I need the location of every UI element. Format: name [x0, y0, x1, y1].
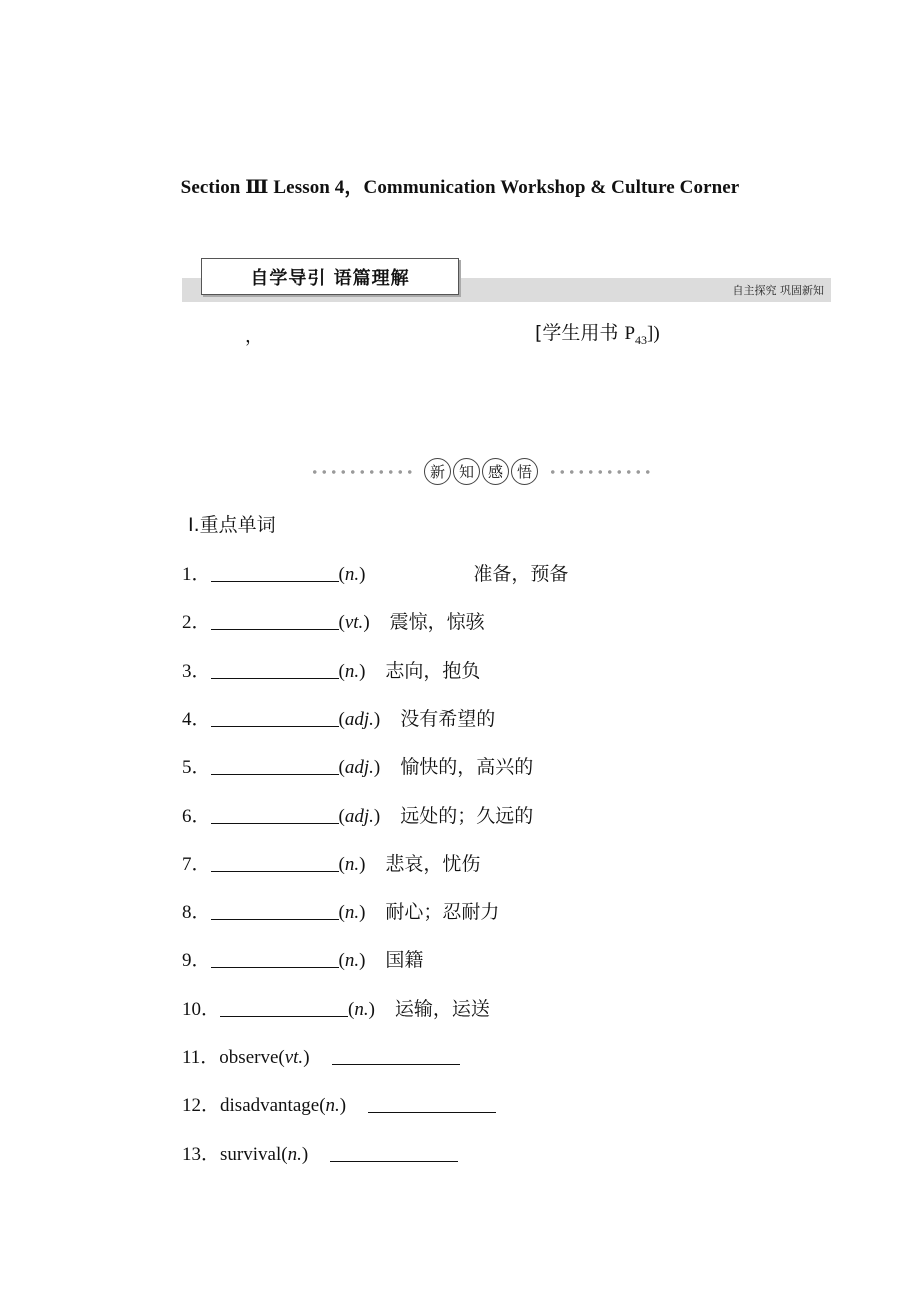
chinese-meaning: 震惊，惊骇 [389, 611, 485, 634]
chinese-meaning: 没有希望的 [400, 707, 496, 730]
answer-blank[interactable] [211, 611, 339, 630]
vocab-item [182, 897, 499, 924]
part-of-speech: (n.) [338, 853, 366, 875]
section-badge [424, 458, 538, 485]
answer-blank[interactable] [211, 805, 339, 824]
answer-blank[interactable] [211, 660, 339, 679]
vocab-item [182, 1139, 458, 1166]
page-title: Section Ⅲ Lesson 4，Communication Workshop & Culture Corner [180, 177, 740, 198]
vocab-item [182, 607, 485, 634]
section-banner-subtitle: 自主探究 巩固新知 [732, 284, 824, 297]
item-number: 9． [182, 950, 211, 972]
reference-close: ]) [647, 323, 660, 344]
reference-text: [学生用书 [535, 322, 625, 344]
english-word: survival [220, 1143, 282, 1165]
badge-char: 新 [424, 458, 451, 485]
chinese-meaning: 耐心；忍耐力 [385, 901, 500, 924]
chinese-meaning: 愉快的，高兴的 [400, 756, 534, 779]
reference-page-number: 43 [635, 332, 648, 347]
chinese-meaning: 远处的；久远的 [400, 804, 534, 827]
item-number: 3． [182, 660, 211, 682]
answer-blank[interactable] [332, 1046, 460, 1065]
vocab-item [182, 704, 495, 731]
dotted-divider-right [548, 470, 652, 474]
vocab-item [182, 559, 568, 586]
part-of-speech: (adj.) [338, 805, 381, 827]
item-number: 1． [182, 564, 211, 585]
answer-blank[interactable] [330, 1143, 458, 1162]
vocab-item [182, 849, 480, 876]
vocab-item [182, 945, 423, 972]
dotted-divider-left [310, 470, 414, 474]
textbook-reference [535, 318, 660, 348]
english-word: observe [219, 1047, 279, 1068]
badge-char: 感 [482, 458, 509, 485]
part-of-speech: (n.) [319, 1095, 347, 1117]
part-of-speech: (adj.) [338, 708, 381, 730]
part-of-speech: (n.) [338, 950, 366, 972]
item-number: 5． [182, 757, 211, 779]
section-banner-label: 自学导引 语篇理解 [201, 258, 459, 295]
answer-blank[interactable] [220, 998, 348, 1017]
badge-char: 悟 [511, 458, 538, 485]
vocab-item [182, 656, 480, 683]
vocab-item [182, 994, 490, 1021]
answer-blank[interactable] [211, 901, 339, 920]
item-number: 10． [182, 998, 221, 1020]
item-number: 11． [182, 1047, 220, 1068]
item-number: 6． [182, 805, 211, 827]
vocabulary-heading: Ⅰ.重点单词 [188, 514, 276, 536]
chinese-meaning: 运输，运送 [394, 997, 490, 1020]
answer-blank[interactable] [368, 1094, 496, 1113]
answer-blank[interactable] [211, 853, 339, 872]
item-number: 2． [182, 612, 211, 634]
answer-blank[interactable] [211, 756, 339, 775]
item-number: 12． [182, 1095, 221, 1117]
part-of-speech: (vt.) [278, 1047, 310, 1068]
item-number: 13． [182, 1143, 221, 1165]
chinese-meaning: 国籍 [385, 949, 424, 972]
vocab-item [182, 801, 533, 828]
answer-blank[interactable] [211, 563, 339, 582]
part-of-speech: (n.) [338, 564, 366, 585]
item-number: 8． [182, 902, 211, 924]
item-number: 4． [182, 708, 211, 730]
item-number: 7． [182, 853, 211, 875]
reference-comma: ， [245, 326, 263, 346]
part-of-speech: (vt.) [338, 612, 370, 634]
chinese-meaning: 悲哀，忧伤 [385, 852, 481, 875]
badge-char: 知 [453, 458, 480, 485]
vocab-item [182, 752, 533, 779]
answer-blank[interactable] [211, 708, 339, 727]
part-of-speech: (n.) [348, 998, 375, 1020]
english-word: disadvantage [220, 1095, 320, 1117]
chinese-meaning: 准备，预备 [473, 563, 569, 585]
answer-blank[interactable] [211, 949, 339, 968]
vocab-item [182, 1090, 496, 1117]
chinese-meaning: 志向，抱负 [385, 659, 481, 682]
part-of-speech: (adj.) [338, 757, 381, 779]
part-of-speech: (n.) [338, 902, 366, 924]
part-of-speech: (n.) [281, 1143, 309, 1165]
reference-page-letter: P [624, 323, 636, 344]
part-of-speech: (n.) [338, 660, 366, 682]
vocab-item [182, 1042, 460, 1069]
